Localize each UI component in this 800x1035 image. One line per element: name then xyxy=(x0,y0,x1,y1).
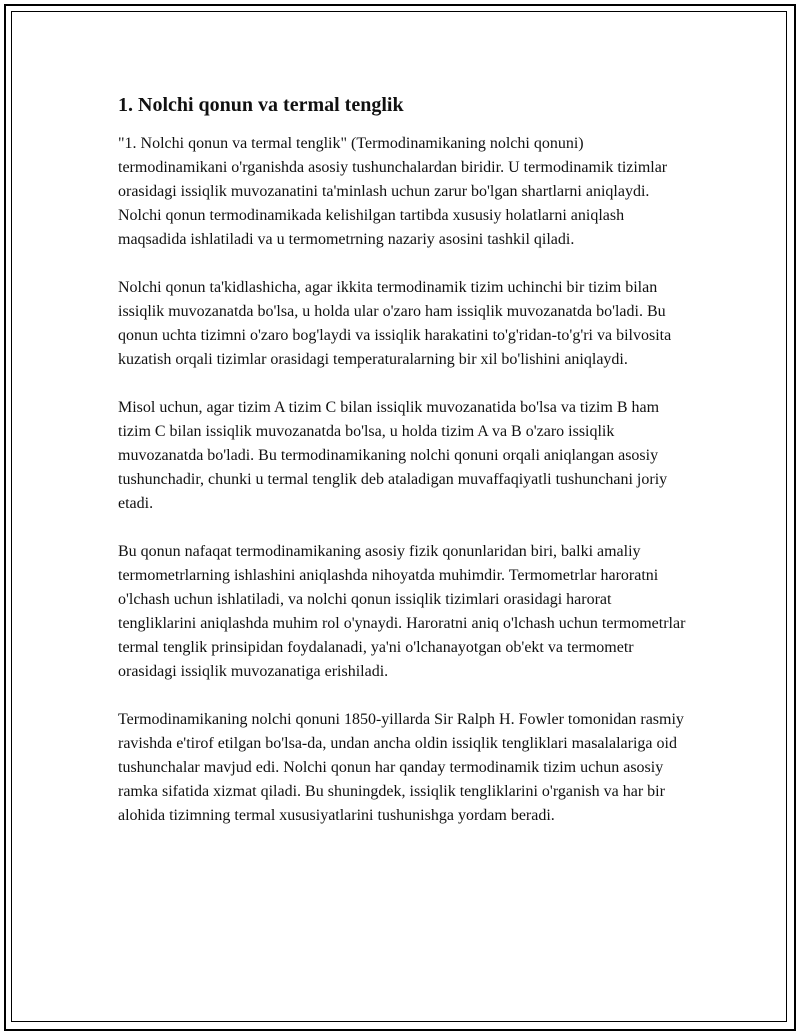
paragraph-thermometers: Bu qonun nafaqat termodinamikaning asosiy fizik qonunlaridan biri, balki amaliy termometrlarning ishlashini aniqlashda nihoyatda muhimdir. Termometrlar haroratni o'lchash uchun ishlatiladi, va nolchi qonun issiqlik tizimlari orasidagi harorat tengliklarini aniqlashda muhim rol o'ynaydi. Haroratni aniq o'lchash uchun termometrlar termal tenglik prinsipidan foydalanadi, ya'ni o'lchanayotgan ob'ekt va termometr orasidagi issiqlik muvozanatiga erishiladi. xyxy=(118,543,686,680)
paragraph-intro: "1. Nolchi qonun va termal tenglik" (Termodinamikaning nolchi qonuni) termodinamikani o'rganishda asosiy tushunchalardan biridir. U termodinamik tizimlar orasidagi issiqlik muvozanatini ta'minlash uchun zarur bo'lgan shartlarni aniqlaydi. Nolchi qonun termodinamikada kelishilgan tartibda xususiy holatlarni aniqlash maqsadida ishlatiladi va u termometrning nazariy asosini tashkil qiladi. xyxy=(118,135,668,248)
section-heading: 1. Nolchi qonun va termal tenglik xyxy=(118,94,404,116)
paragraph-history: Termodinamikaning nolchi qonuni 1850-yillarda Sir Ralph H. Fowler tomonidan rasmiy ravishda e'tirof etilgan bo'lsa-da, undan ancha oldin issiqlik tengliklari masalalariga oid tushunchalar mavjud edi. Nolchi qonun har qanday termodinamik tizim uchun asosiy ramka sifatida xizmat qiladi. Bu shuningdek, issiqlik tengliklarini o'rganish va har bir alohida tizimning termal xususiyatlarini tushunishga yordam beradi. xyxy=(118,711,684,824)
paragraph-example: Misol uchun, agar tizim A tizim C bilan issiqlik muvozanatida bo'lsa va tizim B ham tizim C bilan issiqlik muvozanatda bo'lsa, u holda tizim A va B o'zaro issiqlik muvozanatda bo'ladi. Bu termodinamikaning nolchi qonuni orqali aniqlangan asosiy tushunchadir, chunki u termal tenglik deb ataladigan muvaffaqiyatli tushunchani joriy etadi. xyxy=(118,399,668,512)
document-body xyxy=(118,92,688,852)
paragraph-definition: Nolchi qonun ta'kidlashicha, agar ikkita termodinamik tizim uchinchi bir tizim bilan issiqlik muvozanatda bo'lsa, u holda ular o'zaro ham issiqlik muvozanatda bo'ladi. Bu qonun uchta tizimni o'zaro bog'laydi va issiqlik harakatini to'g'ridan-to'g'ri va bilvosita kuzatish orqali tizimlar orasidagi temperaturalarning bir xil bo'lishini aniqlaydi. xyxy=(118,279,672,368)
